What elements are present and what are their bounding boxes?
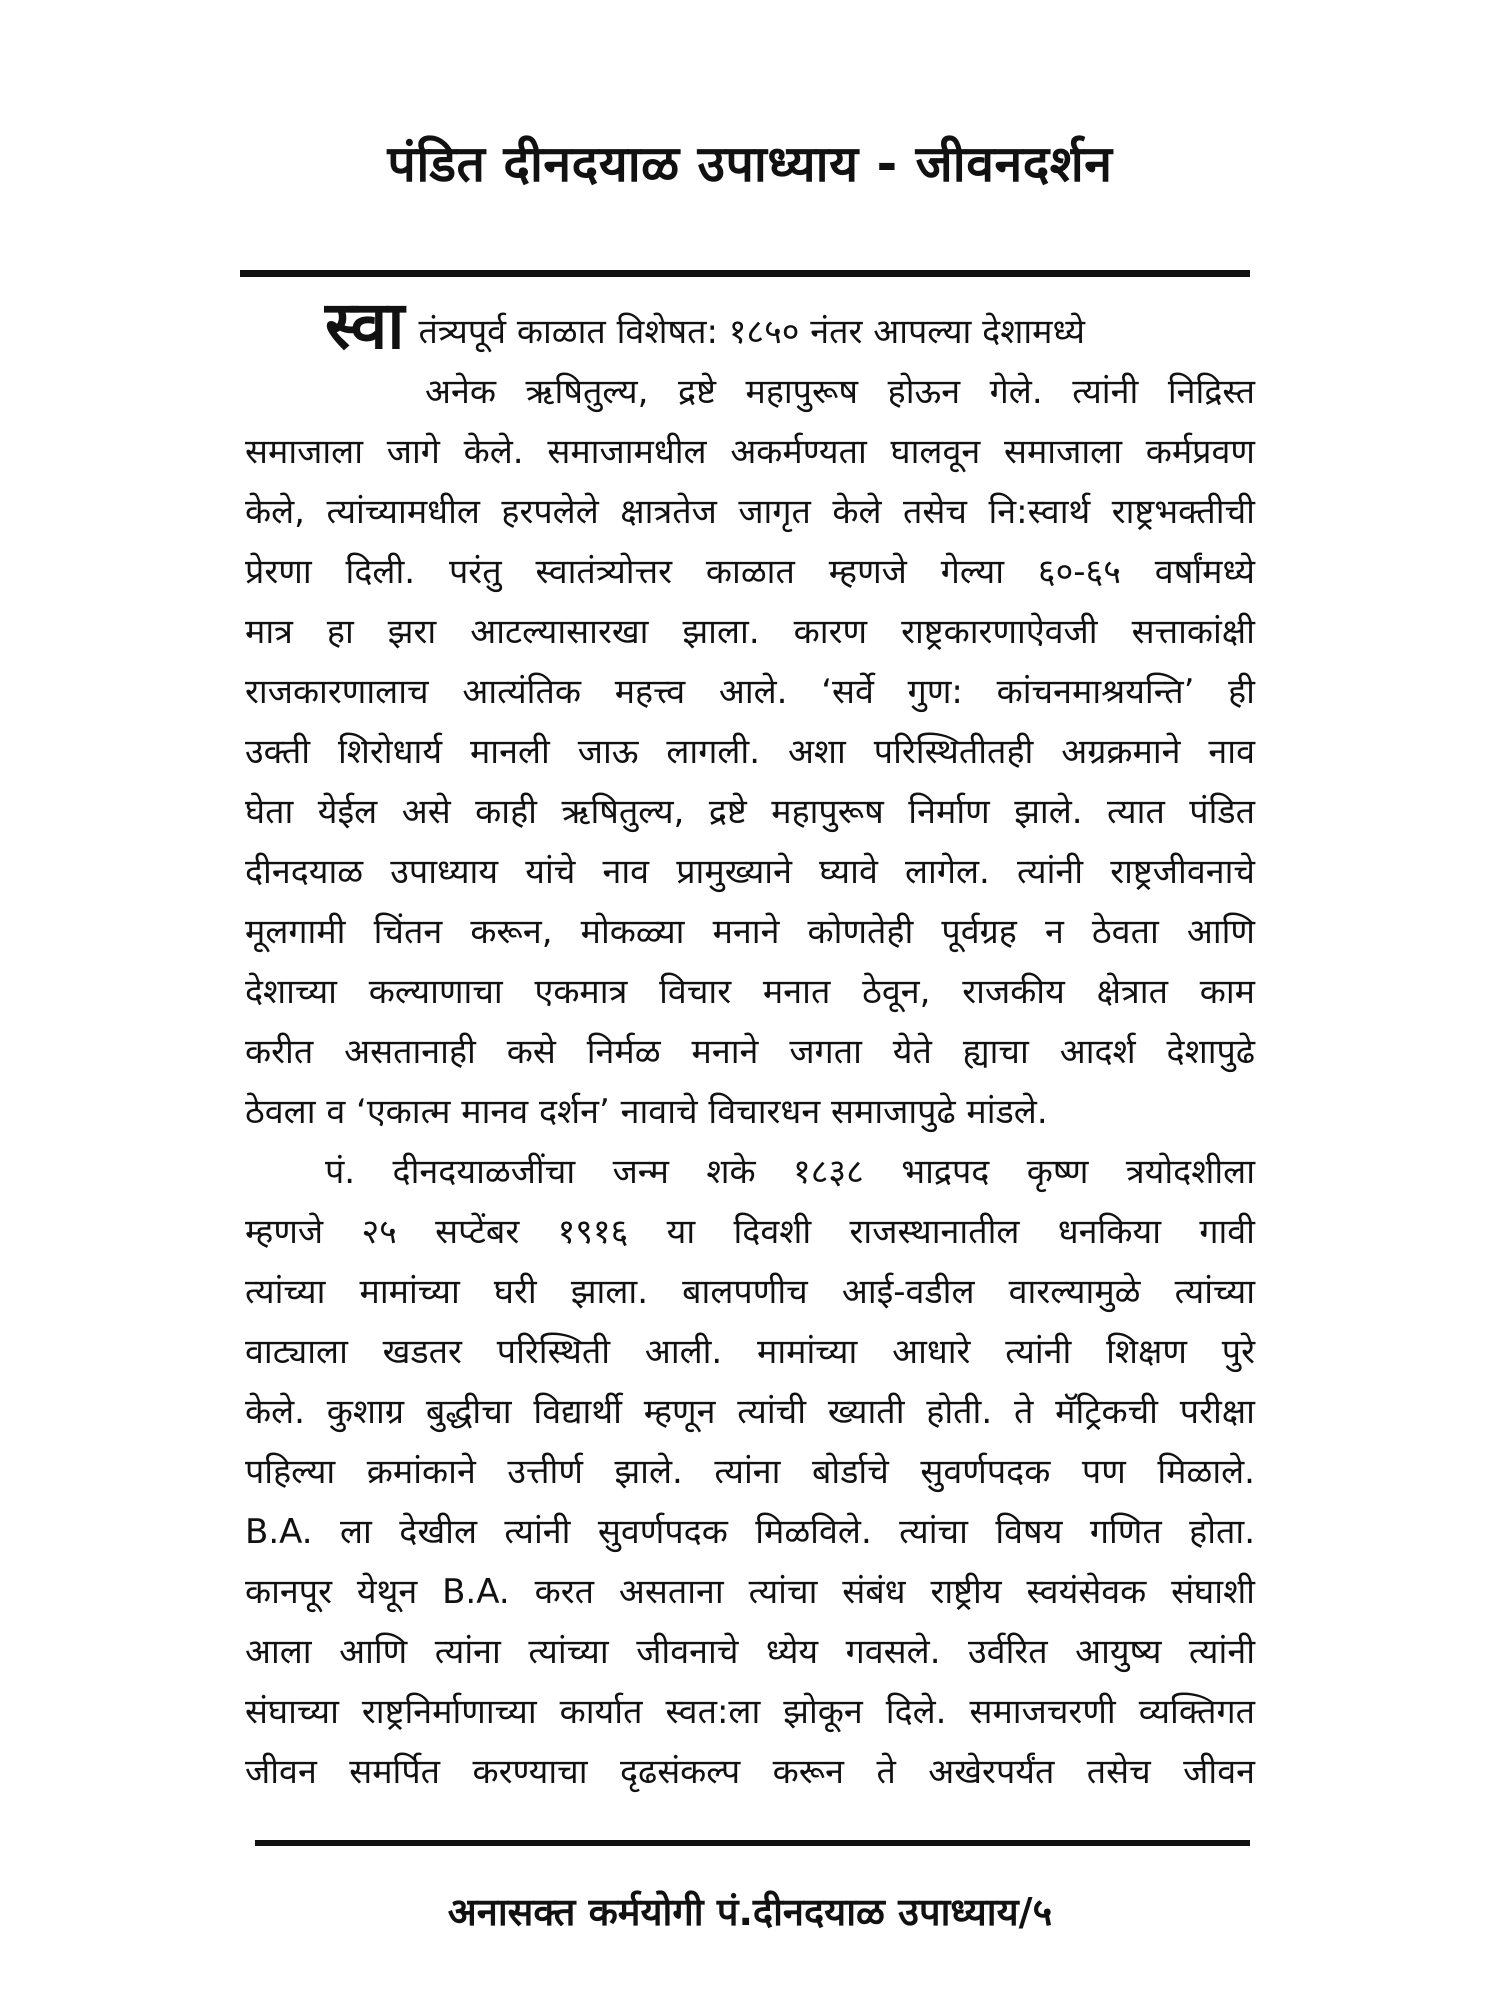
text-line: मूलगामी चिंतन करून, मोकळ्या मनाने कोणतेही पूर्वग्रह न ठेवता आणि bbox=[245, 912, 1255, 952]
text-line: उक्ती शिरोधार्य मानली जाऊ लागली. अशा परिस्थितीतही अग्रक्रमाने नाव bbox=[245, 732, 1255, 772]
page-footer: अनासक्त कर्मयोगी पं.दीनदयाळ उपाध्याय/५ bbox=[447, 1890, 1053, 1934]
text-line: समाजाला जागे केले. समाजामधील अकर्मण्यता घालवून समाजाला कर्मप्रवण bbox=[245, 432, 1255, 472]
text-line: पं. दीनदयाळजींचा जन्म शके १८३८ भाद्रपद कृष्ण त्रयोदशीला bbox=[325, 1152, 1255, 1192]
article-body bbox=[245, 287, 1255, 1802]
bottom-divider bbox=[255, 1840, 1250, 1846]
first-line-text: तंत्र्यपूर्व काळात विशेषत: १८५० नंतर आपल्या देशामध्ये bbox=[418, 312, 1085, 352]
text-line: मात्र हा झरा आटल्यासारखा झाला. कारण राष्ट्रकारणाऐवजी सत्ताकांक्षी bbox=[245, 612, 1255, 652]
text-line: केले, त्यांच्यामधील हरपलेले क्षात्रतेज जागृत केले तसेच नि:स्वार्थ राष्ट्रभक्तीची bbox=[245, 492, 1255, 532]
page-title: पंडित दीनदयाळ उपाध्याय - जीवनदर्शन bbox=[387, 135, 1113, 193]
text-line: आला आणि त्यांना त्यांच्या जीवनाचे ध्येय गवसले. उर्वरित आयुष्य त्यांनी bbox=[245, 1632, 1255, 1672]
text-line: ठेवला व ‘एकात्म मानव दर्शन’ नावाचे विचारधन समाजापुढे मांडले. bbox=[245, 1092, 1048, 1132]
text-line: घेता येईल असे काही ऋषितुल्य, द्रष्टे महापुरूष निर्माण झाले. त्यात पंडित bbox=[245, 792, 1255, 832]
text-line: करीत असतानाही कसे निर्मळ मनाने जगता येते ह्याचा आदर्श देशापुढे bbox=[245, 1032, 1255, 1072]
text-line: संघाच्या राष्ट्रनिर्माणाच्या कार्यात स्वत:ला झोकून दिले. समाजचरणी व्यक्तिगत bbox=[245, 1692, 1255, 1732]
text-line: अनेक ऋषितुल्य, द्रष्टे महापुरूष होऊन गेले. त्यांनी निद्रिस्त bbox=[425, 372, 1255, 412]
text-line: पहिल्या क्रमांकाने उत्तीर्ण झाले. त्यांना बोर्डाचे सुवर्णपदक पण मिळाले. bbox=[245, 1452, 1255, 1492]
text-line: जीवन समर्पित करण्याचा दृढसंकल्प करून ते अखेरपर्यंत तसेच जीवन bbox=[245, 1752, 1255, 1792]
text-line: B.A. ला देखील त्यांनी सुवर्णपदक मिळविले. त्यांचा विषय गणित होता. bbox=[245, 1512, 1255, 1552]
text-line: कानपूर येथून B.A. करत असताना त्यांचा संबंध राष्ट्रीय स्वयंसेवक संघाशी bbox=[245, 1572, 1255, 1612]
text-line: राजकारणालाच आत्यंतिक महत्त्व आले. ‘सर्वे गुण: कांचनमाश्रयन्ति’ ही bbox=[245, 672, 1255, 712]
text-line: त्यांच्या मामांच्या घरी झाला. बालपणीच आई-वडील वारल्यामुळे त्यांच्या bbox=[245, 1272, 1255, 1312]
text-line: केले. कुशाग्र बुद्धीचा विद्यार्थी म्हणून त्यांची ख्याती होती. ते मॅट्रिकची परीक्षा bbox=[245, 1392, 1255, 1432]
text-line: देशाच्या कल्याणाचा एकमात्र विचार मनात ठेवून, राजकीय क्षेत्रात काम bbox=[245, 972, 1255, 1012]
paragraph-1-first-line bbox=[245, 287, 1255, 364]
drop-cap: स्वा bbox=[325, 287, 405, 364]
text-line: म्हणजे २५ सप्टेंबर १९१६ या दिवशी राजस्थानातील धनकिया गावी bbox=[245, 1212, 1255, 1252]
text-line: दीनदयाळ उपाध्याय यांचे नाव प्रामुख्याने घ्यावे लागेल. त्यांनी राष्ट्रजीवनाचे bbox=[245, 852, 1255, 892]
text-line: वाट्याला खडतर परिस्थिती आली. मामांच्या आधारे त्यांनी शिक्षण पुरे bbox=[245, 1332, 1255, 1372]
top-divider bbox=[240, 270, 1250, 277]
text-line: प्रेरणा दिली. परंतु स्वातंत्र्योत्तर काळात म्हणजे गेल्या ६०-६५ वर्षांमध्ये bbox=[245, 552, 1255, 592]
